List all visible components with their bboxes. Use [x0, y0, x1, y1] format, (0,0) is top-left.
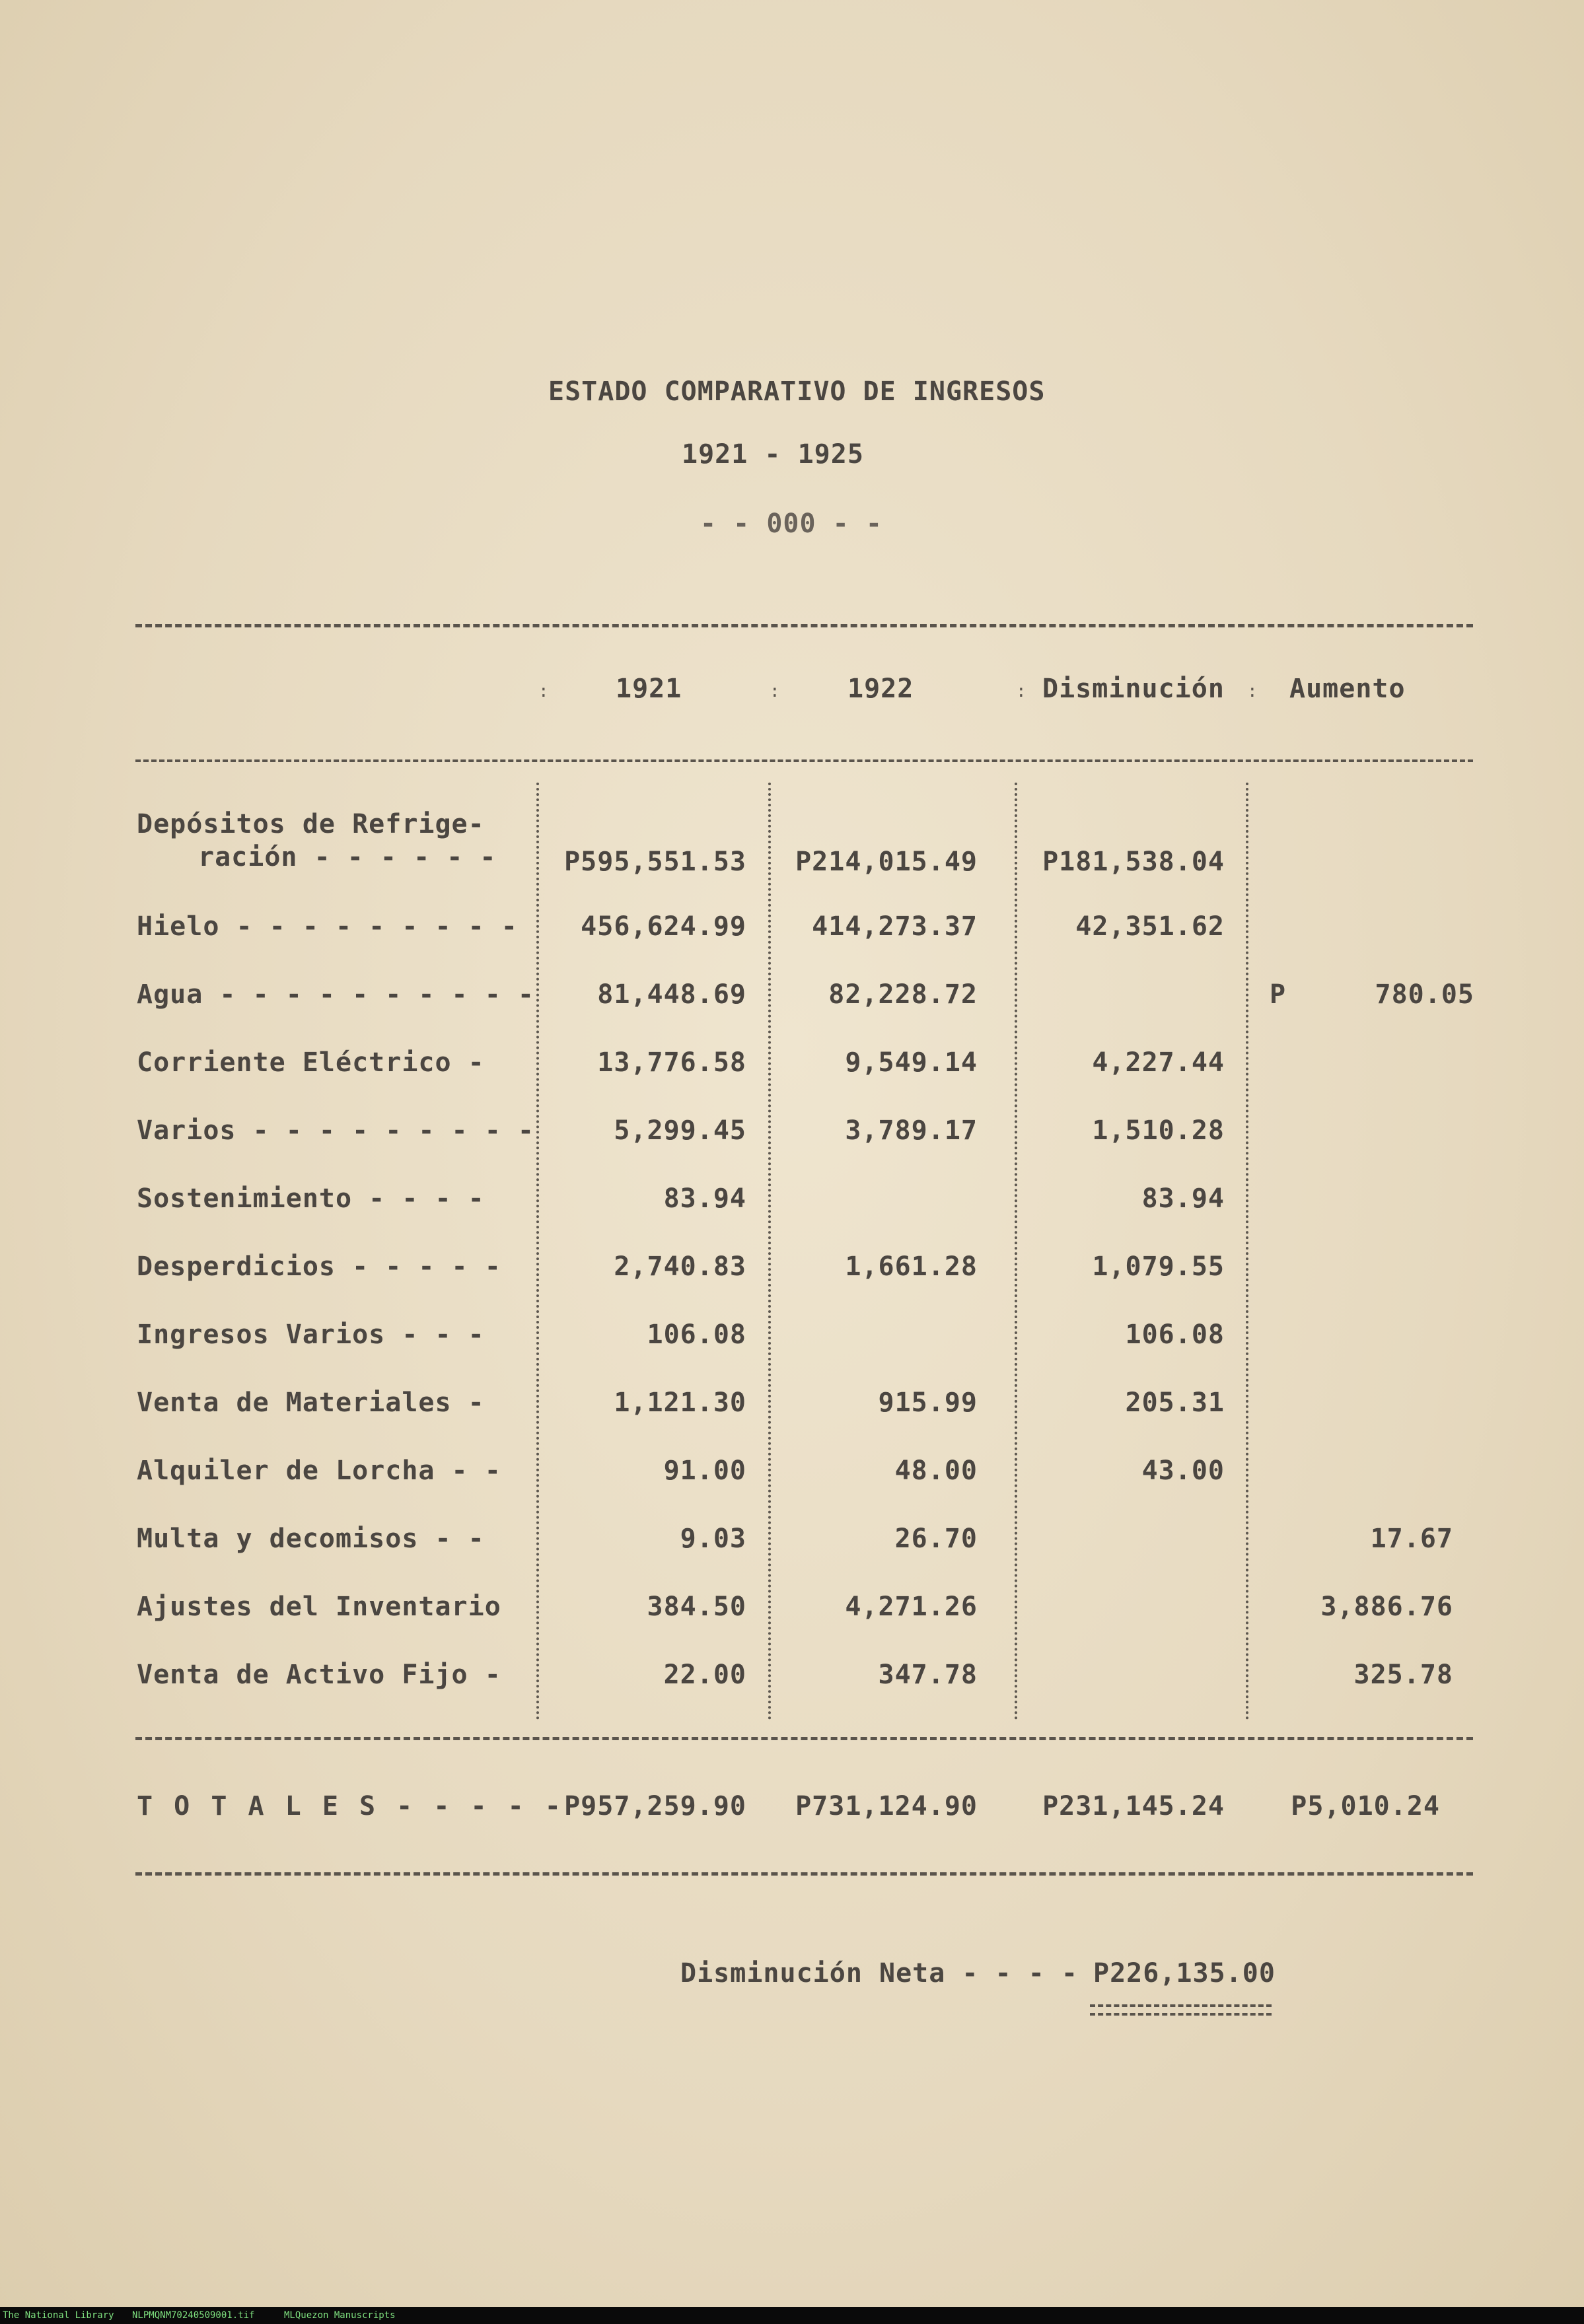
- row-label: Agua - - - - - - - - - -: [137, 979, 534, 1010]
- cell-1921: 9.03: [680, 1524, 746, 1554]
- cell-1922: 82,228.72: [828, 979, 978, 1010]
- total-disminucion: P231,145.24: [1042, 1791, 1225, 1821]
- row-label: Hielo - - - - - - - - -: [137, 911, 518, 942]
- cell-aumento: 325.78: [1353, 1660, 1453, 1690]
- header-1921: 1921: [616, 674, 682, 704]
- col-divider-4: [1246, 783, 1248, 1720]
- row-label: Multa y decomisos - -: [137, 1524, 485, 1554]
- footer-file: NLPMQNM70240509001.tif: [132, 2310, 255, 2321]
- cell-1922: 1,661.28: [845, 1251, 978, 1282]
- cell-1922: 347.78: [878, 1660, 978, 1690]
- cell-disminucion: 205.31: [1125, 1388, 1225, 1418]
- row-label: Venta de Activo Fijo -: [137, 1660, 501, 1690]
- cell-disminucion: 1,079.55: [1092, 1251, 1225, 1282]
- document-years: 1921 - 1925: [682, 439, 864, 470]
- cell-1921: 384.50: [647, 1592, 746, 1622]
- cell-aumento: 17.67: [1370, 1524, 1453, 1554]
- cell-1921: 91.00: [663, 1456, 746, 1486]
- cell-1922: 26.70: [894, 1524, 978, 1554]
- ornament: - - 000 - -: [700, 509, 882, 539]
- row-label: Venta de Materiales -: [137, 1388, 485, 1418]
- cell-disminucion: 83.94: [1141, 1183, 1225, 1214]
- totals-top-rule: [135, 1737, 1473, 1740]
- cell-1921: 1,121.30: [614, 1388, 746, 1418]
- cell-1921: 456,624.99: [581, 911, 746, 942]
- header-disminucion: Disminución: [1042, 674, 1225, 704]
- cell-1922: 9,549.14: [845, 1047, 978, 1078]
- top-rule: [135, 624, 1473, 627]
- col-sep: :: [1247, 682, 1258, 701]
- net-value: P226,135.00: [1093, 1958, 1276, 1989]
- cell-aumento: [1270, 979, 1474, 1010]
- cell-1921: 81,448.69: [597, 979, 746, 1010]
- totals-label: T O T A L E S - - - - -: [137, 1791, 563, 1821]
- total-1922: P731,124.90: [795, 1791, 978, 1821]
- cell-1921: 106.08: [647, 1320, 746, 1350]
- header-aumento: Aumento: [1289, 674, 1406, 704]
- document-title: ESTADO COMPARATIVO DE INGRESOS: [548, 376, 1046, 407]
- cell-1921: 22.00: [663, 1660, 746, 1690]
- cell-disminucion: P181,538.04: [1042, 847, 1225, 877]
- net-underline-1: [1090, 2004, 1272, 2007]
- cell-disminucion: 1,510.28: [1092, 1115, 1225, 1146]
- cell-1921: 83.94: [663, 1183, 746, 1214]
- header-1922: 1922: [847, 674, 914, 704]
- total-1921: P957,259.90: [564, 1791, 746, 1821]
- cell-1922: 48.00: [894, 1456, 978, 1486]
- cell-1921: 2,740.83: [614, 1251, 746, 1282]
- totals-bottom-rule: [135, 1872, 1473, 1876]
- cell-disminucion: 42,351.62: [1075, 911, 1225, 942]
- col-sep: :: [1016, 682, 1026, 701]
- cell-1922: 915.99: [878, 1388, 978, 1418]
- cell-1921: P595,551.53: [564, 847, 746, 877]
- col-sep: :: [770, 682, 780, 701]
- row-label: Depósitos de Refrige-: [137, 809, 485, 839]
- cell-1921: 13,776.58: [597, 1047, 746, 1078]
- footer-library: The National Library: [3, 2310, 114, 2321]
- net-underline-2: [1090, 2013, 1272, 2016]
- cell-aumento: 3,886.76: [1320, 1592, 1453, 1622]
- row-label: Sostenimiento - - - -: [137, 1183, 485, 1214]
- cell-disminucion: 106.08: [1125, 1320, 1225, 1350]
- cell-1922: P214,015.49: [795, 847, 978, 877]
- cell-aumento-amount: 780.05: [1375, 979, 1474, 1010]
- footer-collection: MLQuezon Manuscripts: [284, 2310, 396, 2321]
- row-label: Ajustes del Inventario: [137, 1592, 501, 1622]
- cell-1922: 3,789.17: [845, 1115, 978, 1146]
- cell-disminucion: 4,227.44: [1092, 1047, 1225, 1078]
- cell-1922: 4,271.26: [845, 1592, 978, 1622]
- cell-aumento-value: P: [1270, 979, 1287, 1010]
- row-label: Desperdicios - - - - -: [137, 1251, 501, 1282]
- row-label: Ingresos Varios - - -: [137, 1320, 485, 1350]
- cell-1921: 5,299.45: [614, 1115, 746, 1146]
- row-label: Varios - - - - - - - - -: [137, 1115, 534, 1146]
- row-label: Corriente Eléctrico -: [137, 1047, 485, 1078]
- net-label: Disminución Neta - - - -: [680, 1958, 1078, 1989]
- header-rule: [135, 759, 1473, 762]
- cell-disminucion: 43.00: [1141, 1456, 1225, 1486]
- cell-1922: 414,273.37: [812, 911, 978, 942]
- col-sep: :: [538, 682, 549, 701]
- row-label: Alquiler de Lorcha - -: [137, 1456, 501, 1486]
- row-label-cont: ración - - - - - -: [198, 842, 497, 872]
- total-aumento: P5,010.24: [1291, 1791, 1440, 1821]
